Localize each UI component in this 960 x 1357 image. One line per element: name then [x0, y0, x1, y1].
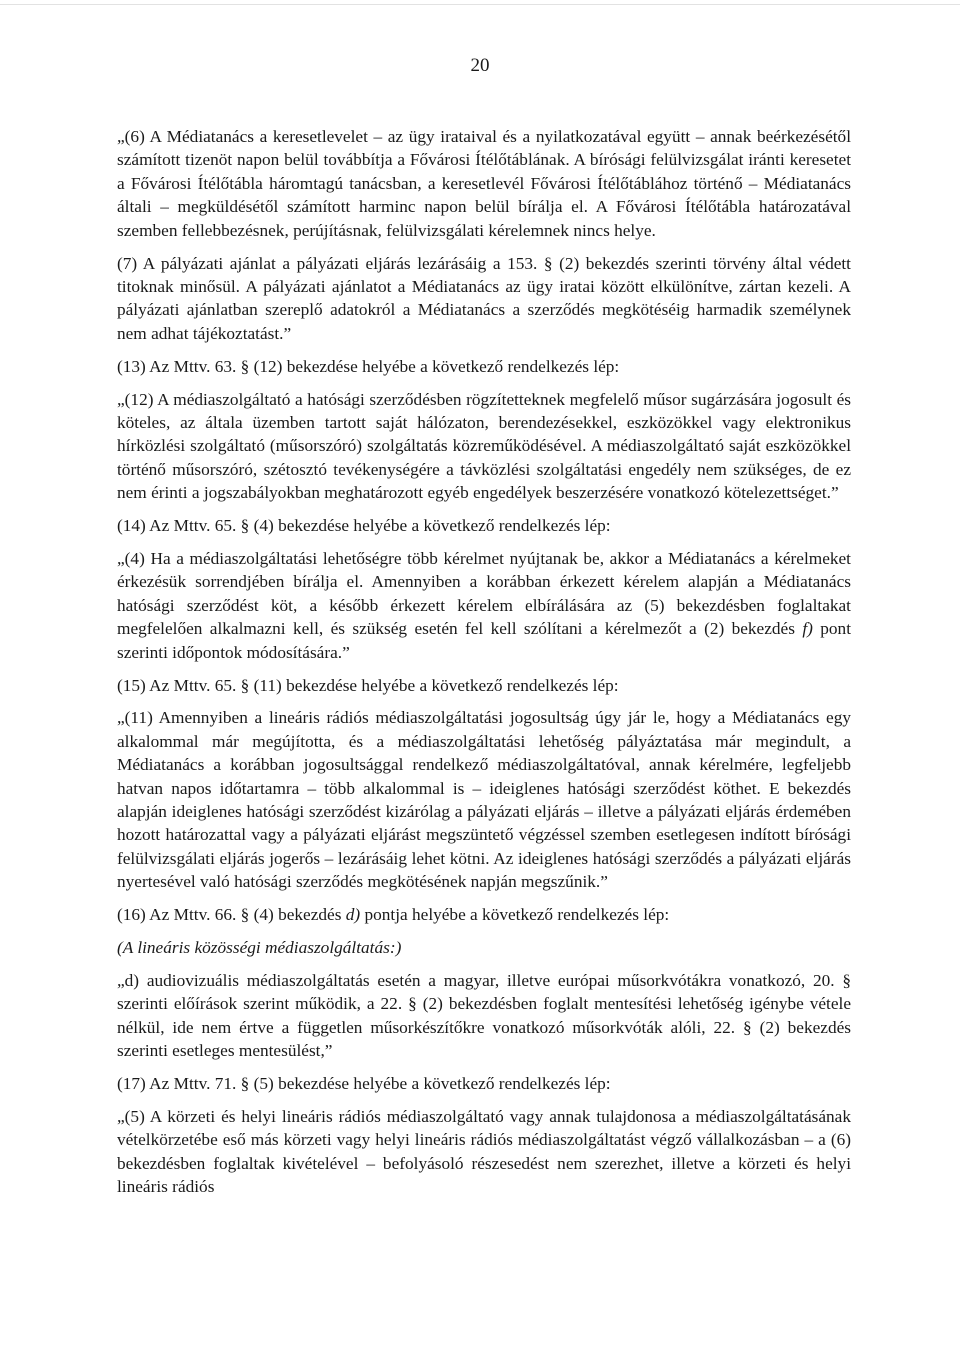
paragraph-7: (7) A pályázati ajánlat a pályázati eljárás lezárásáig a 153. § (2) bekezdés szerinti törvény által védett titoknak minősül. A pályázati ajánlatot a Médiatanács az ügy iratai között elkülönítve, zártan kezeli. A pályázati ajánlatban szereplő adatokról a Médiatanács a szerződés megkötéséig harmadik személynek nem adhat tájékoztatást.” [117, 253, 851, 343]
amendment-16-heading-part2: pontja helyébe a következő rendelkezés lép: [360, 905, 670, 925]
paragraph-6: „(6) A Médiatanács a keresetlevelet – az ügy irataival és a nyilatkozatával együtt – annak beérkezésétől számított tizenöt napon belül továbbítja a Fővárosi Ítélőtáblának. A bírósági felülvizsgálat iránti keresetet a Fővárosi Ítélőtábla háromtagú tanácsban, a keresetlevél Fővárosi Ítélőtáblához történő – Médiatanács általi – megküldésétől számított harminc napon belül bírálja el. A Fővárosi Ítélőtábla határozatával szemben fellebbezésnek, perújításnak, felülvizsgálati kérelemnek nincs helye. [117, 127, 851, 240]
paragraph-4-text [117, 547, 851, 664]
amendment-15-heading: (15) Az Mttv. 65. § (11) bekezdése helyébe a következő rendelkezés lép: [117, 675, 619, 695]
page-number: 20 [470, 55, 490, 76]
amendment-17-heading: (17) Az Mttv. 71. § (5) bekezdése helyébe a következő rendelkezés lép: [117, 1074, 611, 1094]
paragraph-12-text: „(12) A médiaszolgáltató a hatósági szerződésben rögzítetteknek megfelelő műsor sugárzására jogosult és köteles, az általa üzemben tartott saját hálózaton, berendezésekkel, eszközökkel vagy elektronikus hírközlési szolgáltató (műsorszóró) szolgáltatás közreműködésével. A médiaszolgáltató saját eszközökkel történő műsorszóró, szétosztó tevékenységére a távközlési szolgáltatási engedély nem szükséges, de ez nem érinti a jogszabályokban meghatározott egyéb engedélyek beszerzésére vonatkozó kötelezettséget.” [117, 389, 851, 503]
point-d-reference: d) [345, 905, 361, 925]
scan-top-edge [0, 4, 960, 5]
amendment-14-heading: (14) Az Mttv. 65. § (4) bekezdése helyébe a következő rendelkezés lép: [117, 516, 611, 536]
point-f-reference: f) [802, 619, 813, 639]
amendment-13-heading: (13) Az Mttv. 63. § (12) bekezdése helyébe a következő rendelkezés lép: [117, 356, 620, 376]
amendment-16-heading-part1: (16) Az Mttv. 66. § (4) bekezdés [117, 905, 346, 925]
context-note: (A lineáris közösségi médiaszolgáltatás:) [117, 938, 402, 958]
point-d-text: „d) audiovizuális médiaszolgáltatás esetén a magyar, illetve európai műsorkvótákra vonatkozó, 20. § szerinti előírások szerint működik, a 22. § (2) bekezdésben foglalt mentesítési lehetőség igénybe vétele nélkül, ide nem értve a független műsorkészítőkre vonatkozó műsorkvóták alóli, 22. § (2) bekezdés szerinti esetleges mentesülést,” [117, 971, 851, 1061]
paragraph-4-text-part2: pont szerinti időpontok módosítására.” [117, 619, 851, 662]
amendment-16-heading [117, 903, 851, 926]
document-body [117, 125, 851, 1208]
paragraph-4-text-part1: „(4) Ha a médiaszolgáltatási lehetőségre több kérelmet nyújtanak be, akkor a Médiatanács a kérelmeket érkezésük sorrendjében bírálja el. Amennyiben a korábban érkezett kérelem alapján a Médiatanács hatósági szerződést köt, a később érkezett kérelem elbírálására az (5) bekezdésben foglaltakat megfelelően alkalmazni kell, és szükség esetén fel kell szólítani a kérelmezőt a (2) bekezdés [117, 549, 851, 639]
paragraph-5-text: „(5) A körzeti és helyi lineáris rádiós médiaszolgáltató vagy annak tulajdonosa a médiaszolgáltatásának vételkörzetébe eső más körzeti vagy helyi lineáris rádiós médiaszolgáltatást végző vállalkozásban – a (6) bekezdésben foglaltak kivételével – befolyásoló részesedést nem szerezhet, illetve a körzeti és helyi lineáris rádiós [117, 1107, 851, 1197]
paragraph-11-text: „(11) Amennyiben a lineáris rádiós médiaszolgáltatási jogosultság úgy jár le, hogy a Médiatanács egy alkalommal már megújította, és a médiaszolgáltatási lehetőség pályáztatása már megindult, a Médiatanács a korábban jogosultsággal rendelkező médiaszolgáltatóval, annak kérelmére, legfeljebb hatvan napos időtartamra – több alkalommal is – ideiglenes hatósági szerződést köthet. E bekezdés alapján ideiglenes hatósági szerződést kizárólag a pályázati eljárás – illetve a pályázati eljárás érdemében hozott határozattal vagy a pályázati eljárást megszüntető végzéssel szemben esetlegesen indított bírósági felülvizsgálati eljárás jogerős – lezárásáig lehet kötni. Az ideiglenes hatósági szerződés a pályázati eljárás nyertesével való hatósági szerződés megkötésének napján megszűnik.” [117, 708, 851, 892]
